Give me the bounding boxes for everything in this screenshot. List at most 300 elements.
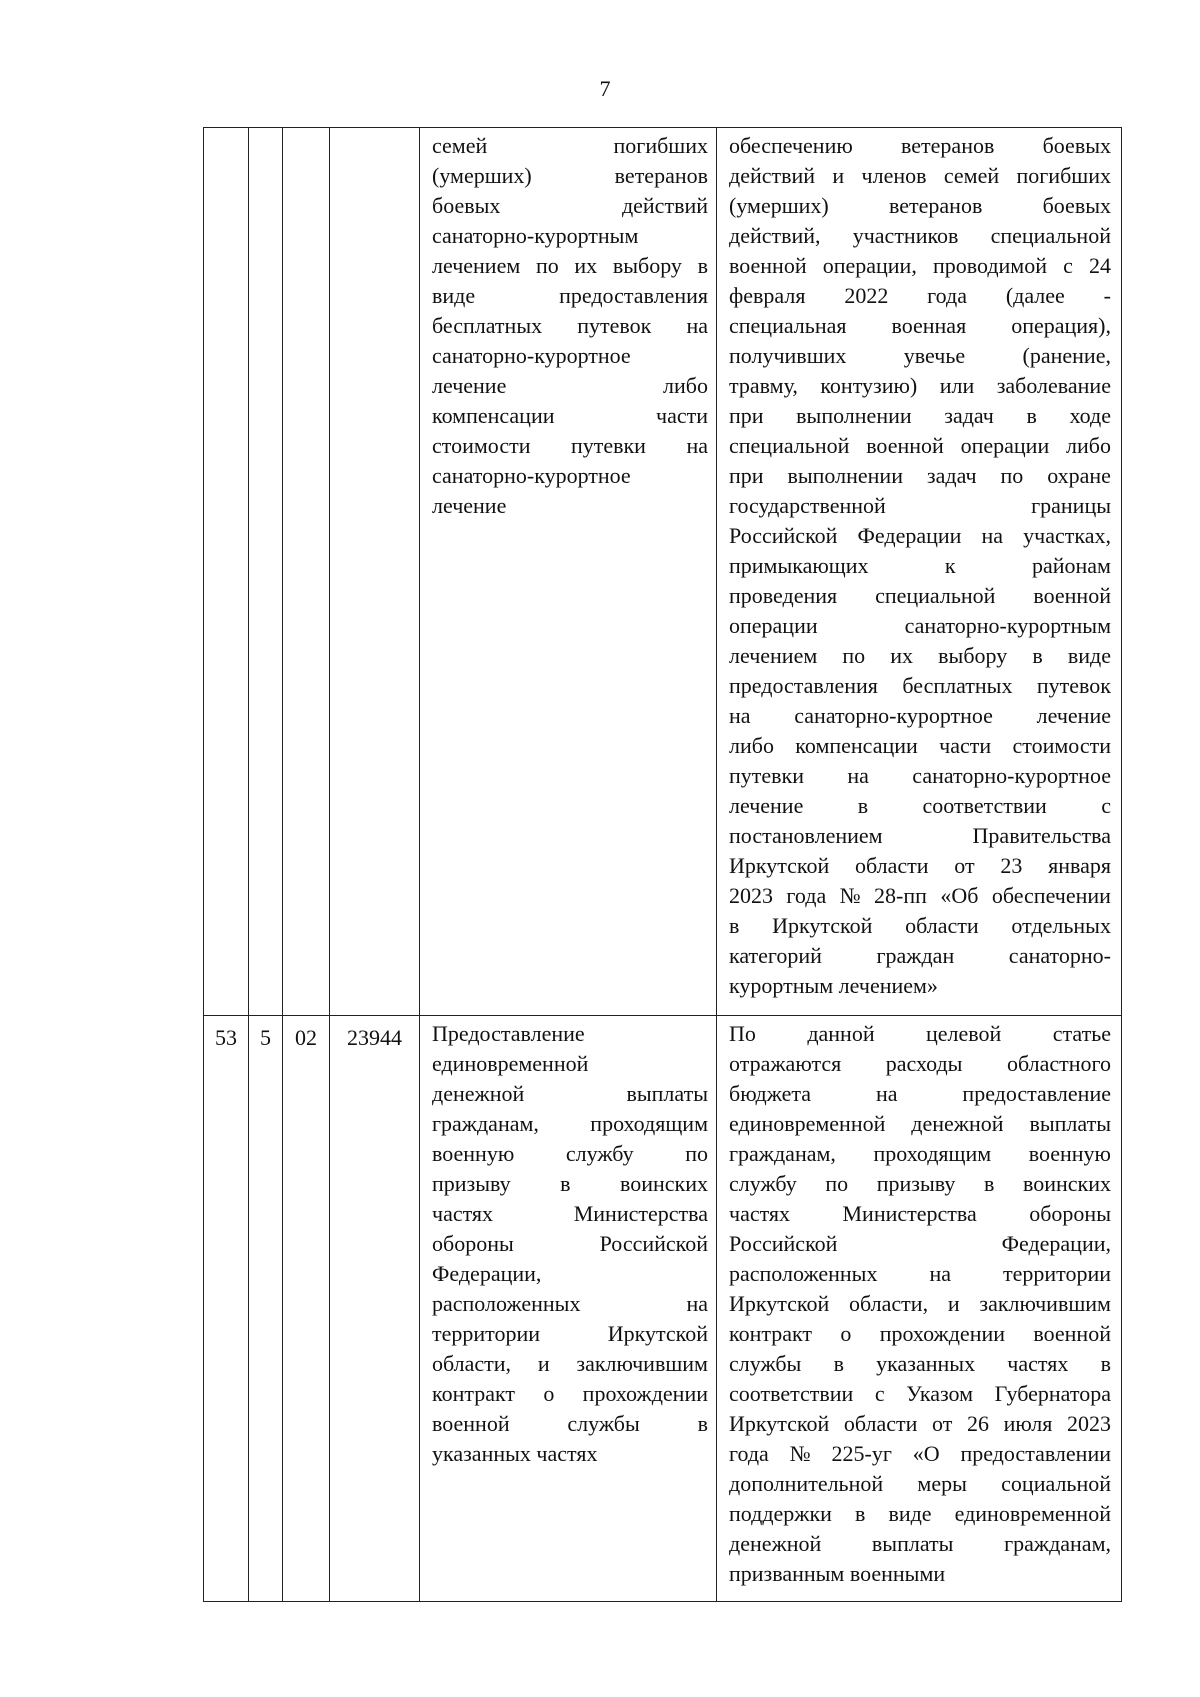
word: граждан <box>876 943 955 968</box>
text-line <box>729 461 1111 491</box>
word: обеспечении <box>991 883 1111 908</box>
text-line <box>432 1379 708 1409</box>
word: (умерших) <box>729 193 829 218</box>
word: либо <box>663 373 708 398</box>
text-line <box>729 311 1111 341</box>
word: погибших <box>1016 163 1111 188</box>
word: Указом <box>906 1381 974 1406</box>
text-line <box>432 1109 708 1139</box>
word: специальной <box>875 583 996 608</box>
text-line <box>729 1199 1111 1229</box>
word: выбору <box>938 643 1008 668</box>
word: на <box>686 313 708 338</box>
word: по <box>825 1171 849 1196</box>
word: путевок <box>1036 673 1111 698</box>
text-line <box>729 1139 1111 1169</box>
word: призыву <box>432 1171 511 1196</box>
text-line <box>729 251 1111 281</box>
word: с <box>1063 253 1073 278</box>
text-line <box>432 161 708 191</box>
text-line <box>432 461 708 491</box>
budget-classification-table <box>203 127 1122 1602</box>
code-part-3-cell: 02 <box>283 1016 330 1602</box>
word: лечение <box>729 793 804 818</box>
word: призыву <box>876 1171 956 1196</box>
word: января <box>1048 853 1111 878</box>
word: либо <box>729 733 774 758</box>
text-line <box>729 791 1111 821</box>
text-line-content: указанных частях <box>432 1441 598 1466</box>
word: Федерации, <box>1001 1231 1111 1256</box>
word: расходы <box>885 1051 963 1076</box>
word: к <box>944 553 956 578</box>
text-line <box>432 1049 708 1079</box>
word: путевок <box>577 313 652 338</box>
word: расположенных <box>432 1291 581 1316</box>
text-line <box>432 1199 708 1229</box>
text-line <box>729 1499 1111 1529</box>
word: военной <box>432 1411 510 1436</box>
word: статье <box>1052 1021 1111 1046</box>
word: стоимости <box>1012 733 1111 758</box>
word: частях <box>729 1201 791 1226</box>
word: предоставления <box>559 283 708 308</box>
word: воинских <box>1022 1171 1111 1196</box>
text-line <box>729 521 1111 551</box>
word: по <box>535 253 559 278</box>
word: прохождении <box>582 1381 708 1406</box>
text-line <box>432 1349 708 1379</box>
word: в <box>697 1411 708 1436</box>
text-line <box>729 761 1111 791</box>
table-row <box>204 128 1122 1016</box>
text-line-content: Предоставление <box>432 1021 585 1046</box>
word: ветеранов <box>614 163 708 188</box>
word: (далее <box>1005 283 1065 308</box>
text-line <box>432 1439 708 1469</box>
text-line <box>432 431 708 461</box>
word: службу <box>729 1171 797 1196</box>
word: выплаты <box>1029 1111 1111 1136</box>
text-line-content: санаторно-курортное <box>432 463 631 488</box>
word: в <box>560 1171 571 1196</box>
word: компенсации <box>795 733 918 758</box>
word: военную <box>432 1141 515 1166</box>
table-row <box>204 1016 1122 1602</box>
word: контракт <box>432 1381 516 1406</box>
word: операции, <box>822 253 917 278</box>
text-line <box>729 221 1111 251</box>
word: указанных <box>876 1351 976 1376</box>
word: санаторно-курортное <box>912 763 1111 788</box>
word: военную <box>1028 1141 1111 1166</box>
text-line <box>432 491 708 521</box>
text-line <box>729 371 1111 401</box>
word: постановлением <box>729 823 883 848</box>
word: задач <box>926 463 977 488</box>
word: июля <box>1003 1411 1053 1436</box>
word: выбору <box>612 253 682 278</box>
word: денежной <box>911 1111 1004 1136</box>
word: получивших <box>729 343 847 368</box>
text-line <box>432 251 708 281</box>
word: специальная <box>729 313 847 338</box>
text-line <box>432 1139 708 1169</box>
text-line <box>432 1289 708 1319</box>
word: в <box>983 1171 995 1196</box>
word: области <box>855 853 929 878</box>
word: и <box>537 1351 550 1376</box>
word: Федерации <box>857 523 962 548</box>
word: № <box>839 883 861 908</box>
text-line <box>432 1229 708 1259</box>
word: службы <box>729 1351 802 1376</box>
word: заболевание <box>996 373 1111 398</box>
word: травму, <box>729 373 798 398</box>
word: единовременной <box>954 1501 1111 1526</box>
word: социальной <box>1001 1471 1111 1496</box>
word: в <box>1100 1351 1111 1376</box>
word: лечение <box>432 373 507 398</box>
word: Иркутской <box>729 1291 830 1316</box>
word: их <box>574 253 598 278</box>
word: в <box>1032 643 1043 668</box>
word: - <box>1103 283 1111 308</box>
word: бюджета <box>729 1081 812 1106</box>
word: целевой <box>926 1021 1002 1046</box>
text-line <box>729 971 1111 1001</box>
word: виде <box>432 283 476 308</box>
text-line <box>729 1469 1111 1499</box>
text-line <box>729 881 1111 911</box>
word: Иркутской <box>729 1411 830 1436</box>
word: на <box>686 1291 708 1316</box>
word: на <box>875 1081 898 1106</box>
word: бесплатных <box>432 313 543 338</box>
text-line <box>729 731 1111 761</box>
word: Российской <box>729 1231 838 1256</box>
word: обороны <box>432 1231 514 1256</box>
word: предоставления <box>729 673 878 698</box>
row-number-cell: 53 <box>204 1016 249 1602</box>
word: лечением <box>432 253 521 278</box>
text-line <box>729 1109 1111 1139</box>
word: (умерших) <box>432 163 532 188</box>
word: части <box>656 403 708 428</box>
text-line-content: курортным лечением» <box>729 973 938 998</box>
word: в <box>857 793 869 818</box>
word: единовременной <box>729 1111 886 1136</box>
word: участников <box>852 223 959 248</box>
text-line <box>432 281 708 311</box>
text-line <box>729 161 1111 191</box>
word: соответствии <box>922 793 1047 818</box>
word: территории <box>432 1321 541 1346</box>
text-line <box>729 1439 1111 1469</box>
text-line <box>729 1349 1111 1379</box>
word: прохождении <box>879 1321 1006 1346</box>
word: года <box>729 1441 769 1466</box>
word: Министерства <box>573 1201 708 1226</box>
word: увечье <box>903 343 966 368</box>
word: погибших <box>613 133 708 158</box>
word: санаторно-курортное <box>794 703 993 728</box>
text-line <box>729 821 1111 851</box>
word: Российской <box>729 523 838 548</box>
word: операции <box>729 613 818 638</box>
item-name-cell <box>420 1016 717 1602</box>
word: февраля <box>729 283 806 308</box>
word: в <box>729 913 740 938</box>
text-line <box>432 131 708 161</box>
word: на <box>981 523 1004 548</box>
text-line <box>729 1079 1111 1109</box>
text-line <box>729 941 1111 971</box>
word: с <box>874 1381 885 1406</box>
word: в <box>855 1501 866 1526</box>
text-line <box>729 851 1111 881</box>
word: проводимой <box>932 253 1047 278</box>
word: меры <box>917 1471 967 1496</box>
word: области, <box>432 1351 512 1376</box>
row-number-cell <box>204 128 249 1016</box>
text-line <box>729 341 1111 371</box>
word: на <box>686 433 708 458</box>
word: областного <box>1006 1051 1111 1076</box>
word: выполнении <box>796 403 912 428</box>
word: службу <box>565 1141 634 1166</box>
word: боевых <box>1042 133 1111 158</box>
code-part-4-cell <box>330 128 420 1016</box>
word: проходящим <box>590 1111 708 1136</box>
word: По <box>729 1021 756 1046</box>
word: дополнительной <box>729 1471 884 1496</box>
text-line <box>729 401 1111 431</box>
text-line <box>432 401 708 431</box>
word: о <box>543 1381 555 1406</box>
word: выплаты <box>871 1531 954 1556</box>
word: путевки <box>570 433 646 458</box>
word: отдельных <box>1011 913 1111 938</box>
word: денежной <box>729 1531 822 1556</box>
word: проходящим <box>873 1141 992 1166</box>
word: Российской <box>599 1231 708 1256</box>
word: 2023 <box>1066 1411 1111 1436</box>
word: 225-уг <box>831 1441 892 1466</box>
text-line <box>729 1229 1111 1259</box>
word: от <box>954 853 975 878</box>
text-line <box>729 281 1111 311</box>
word: территории <box>1002 1261 1111 1286</box>
word: года <box>927 283 967 308</box>
word: в <box>1026 403 1037 428</box>
word: категорий <box>729 943 822 968</box>
text-line-content: санаторно-курортным <box>432 223 639 248</box>
word: гражданам, <box>1004 1531 1111 1556</box>
item-name-cell <box>420 128 717 1016</box>
word: предоставлении <box>960 1441 1111 1466</box>
word: 24 <box>1088 253 1111 278</box>
code-part-2-cell: 5 <box>249 1016 283 1602</box>
word: 28-пп <box>874 883 927 908</box>
word: проведения <box>729 583 838 608</box>
word: частях <box>432 1201 494 1226</box>
word: гражданам, <box>729 1141 836 1166</box>
item-description-cell <box>717 1016 1122 1602</box>
word: ветеранов <box>901 133 995 158</box>
word: границы <box>1031 493 1111 518</box>
text-line <box>729 1409 1111 1439</box>
word: действий, <box>729 223 821 248</box>
text-line <box>729 911 1111 941</box>
word: частях <box>1007 1351 1069 1376</box>
word: части <box>939 733 992 758</box>
text-line <box>729 1559 1111 1589</box>
item-description-cell <box>717 128 1122 1016</box>
word: охране <box>1047 463 1111 488</box>
text-line <box>432 1079 708 1109</box>
page-number: 7 <box>599 76 611 101</box>
word: боевых <box>432 193 501 218</box>
word: гражданам, <box>432 1111 539 1136</box>
word: Правительства <box>972 823 1111 848</box>
word: военной <box>1033 1321 1111 1346</box>
word: в <box>833 1351 844 1376</box>
text-line <box>432 341 708 371</box>
word: области <box>843 1411 918 1436</box>
word: поддержки <box>729 1501 832 1526</box>
word: санаторно- <box>1008 943 1111 968</box>
word: выплаты <box>626 1081 708 1106</box>
text-line <box>729 1019 1111 1049</box>
word: путевки <box>729 763 805 788</box>
text-line <box>432 191 708 221</box>
word: военной <box>1033 583 1111 608</box>
word: выполнении <box>787 463 903 488</box>
word: № <box>789 1441 811 1466</box>
text-line <box>729 641 1111 671</box>
text-line <box>729 1259 1111 1289</box>
word: контузию) <box>820 373 918 398</box>
word: специальной <box>990 223 1111 248</box>
word: боевых <box>1042 193 1111 218</box>
word: Иркутской <box>772 913 873 938</box>
word: расположенных <box>729 1261 878 1286</box>
word: задач <box>944 403 994 428</box>
word: данной <box>807 1021 875 1046</box>
text-line-content: единовременной <box>432 1051 589 1076</box>
word: их <box>890 643 914 668</box>
word: по <box>685 1141 708 1166</box>
text-line <box>432 221 708 251</box>
word: государственной <box>729 493 886 518</box>
word: с <box>1101 793 1111 818</box>
word: членов <box>861 163 927 188</box>
text-line <box>729 581 1111 611</box>
word: Иркутской <box>607 1321 708 1346</box>
word: действий <box>729 163 816 188</box>
text-line-content: Федерации, <box>432 1261 542 1286</box>
word: военной <box>729 253 807 278</box>
word: 26 <box>966 1411 989 1436</box>
text-line <box>729 611 1111 641</box>
word: районам <box>1031 553 1111 578</box>
text-line <box>432 1169 708 1199</box>
text-line <box>729 491 1111 521</box>
word: контракт <box>729 1321 813 1346</box>
word: ветеранов <box>889 193 983 218</box>
word: отражаются <box>729 1051 842 1076</box>
word: примыкающих <box>729 553 869 578</box>
word: стоимости <box>432 433 531 458</box>
word: или <box>939 373 975 398</box>
text-line <box>729 551 1111 581</box>
word: в <box>697 253 708 278</box>
text-line <box>729 1529 1111 1559</box>
word: Иркутской <box>729 853 830 878</box>
code-part-2-cell <box>249 128 283 1016</box>
word: военная <box>891 313 967 338</box>
word: «О <box>912 1441 940 1466</box>
word: специальной <box>729 433 850 458</box>
word: службы <box>567 1411 640 1436</box>
word: санаторно-курортным <box>904 613 1111 638</box>
text-line-content: санаторно-курортное <box>432 343 631 368</box>
text-line <box>432 371 708 401</box>
word: либо <box>1066 433 1111 458</box>
word: о <box>840 1321 852 1346</box>
text-line <box>729 1379 1111 1409</box>
word: денежной <box>432 1081 525 1106</box>
text-line <box>729 671 1111 701</box>
word: семей <box>943 163 1000 188</box>
word: воинских <box>619 1171 708 1196</box>
word: на <box>847 763 869 788</box>
text-line-content: лечение <box>432 493 507 518</box>
text-line <box>432 1319 708 1349</box>
word: (ранение, <box>1022 343 1111 368</box>
word: 23 <box>1000 853 1023 878</box>
text-line <box>729 431 1111 461</box>
word: лечение <box>1036 703 1111 728</box>
text-line <box>432 1019 708 1049</box>
word: 2022 <box>844 283 889 308</box>
word: на <box>729 703 751 728</box>
word: соответствии <box>729 1381 854 1406</box>
word: заключившим <box>979 1291 1111 1316</box>
text-line <box>729 1049 1111 1079</box>
word: «Об <box>940 883 979 908</box>
word: семей <box>432 133 488 158</box>
word: операция), <box>1011 313 1111 338</box>
word: участках, <box>1023 523 1111 548</box>
word: виде <box>1067 643 1111 668</box>
text-line <box>432 311 708 341</box>
word: лечением <box>729 643 818 668</box>
word: Губернатора <box>994 1381 1111 1406</box>
word: от <box>932 1411 953 1436</box>
word: при <box>729 463 764 488</box>
word: заключившим <box>576 1351 708 1376</box>
text-line <box>432 1409 708 1439</box>
word: военной <box>866 433 944 458</box>
word: при <box>729 403 764 428</box>
text-line <box>432 1259 708 1289</box>
word: операции <box>960 433 1050 458</box>
text-line <box>729 1169 1111 1199</box>
word: ходе <box>1069 403 1111 428</box>
text-line <box>729 191 1111 221</box>
